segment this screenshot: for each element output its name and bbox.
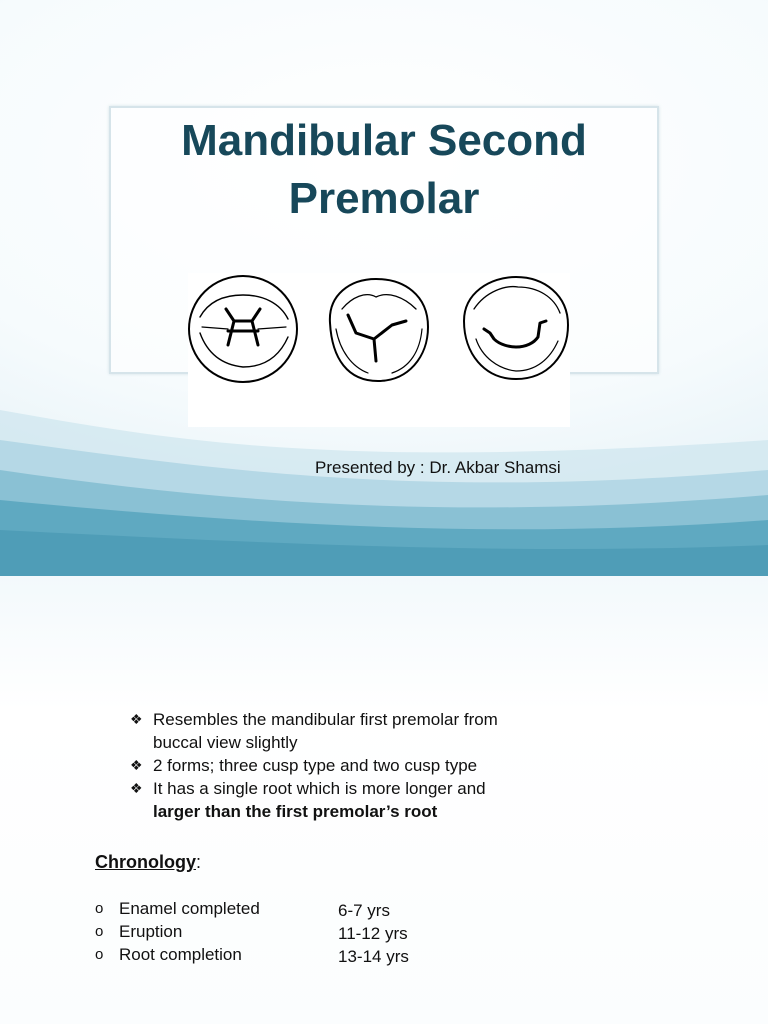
tooth-three-cusp-y <box>189 276 297 382</box>
bullet-text: 2 forms; three cusp type and two cusp type <box>153 756 478 775</box>
chronology-age: 6-7 yrs <box>338 901 390 920</box>
chronology-row <box>95 922 455 945</box>
title-line-2: Premolar <box>288 174 480 223</box>
slide-title <box>109 112 659 228</box>
circle-bullet-icon: o <box>95 923 104 940</box>
diamond-bullet-icon: ❖ <box>130 711 143 727</box>
bullet-text: It has a single root which is more longer and <box>153 779 486 798</box>
premolar-occlusal-illustration <box>188 273 570 427</box>
chronology-age: 11-12 yrs <box>338 924 408 943</box>
circle-bullet-icon: o <box>95 946 104 963</box>
tooth-three-cusp-y-alt <box>330 279 428 381</box>
chronology-age: 13-14 yrs <box>338 947 409 966</box>
chronology-heading: Chronology: <box>95 852 202 872</box>
bullet-item <box>130 754 570 777</box>
bullet-text: Resembles the mandibular first premolar from <box>153 710 498 729</box>
diamond-bullet-icon: ❖ <box>130 780 143 796</box>
diamond-bullet-icon: ❖ <box>130 757 143 773</box>
bullet-item <box>130 708 570 754</box>
chronology-stage: Eruption <box>119 922 183 941</box>
chronology-row <box>95 899 455 922</box>
bullet-continuation: buccal view slightly <box>153 733 298 752</box>
chronology-stage: Root completion <box>119 945 242 964</box>
bullet-bold-continuation: larger than the first premolar’s root <box>153 802 438 821</box>
chronology-stage: Enamel completed <box>119 899 260 918</box>
chronology-list <box>95 899 455 968</box>
presenter-credit: Presented by : Dr. Akbar Shamsi <box>315 458 561 477</box>
title-line-1: Mandibular Second <box>181 116 587 165</box>
bullet-list <box>130 708 570 823</box>
circle-bullet-icon: o <box>95 900 104 917</box>
tooth-two-cusp-u <box>464 277 568 379</box>
bullet-item <box>130 777 570 823</box>
chronology-row <box>95 945 455 968</box>
